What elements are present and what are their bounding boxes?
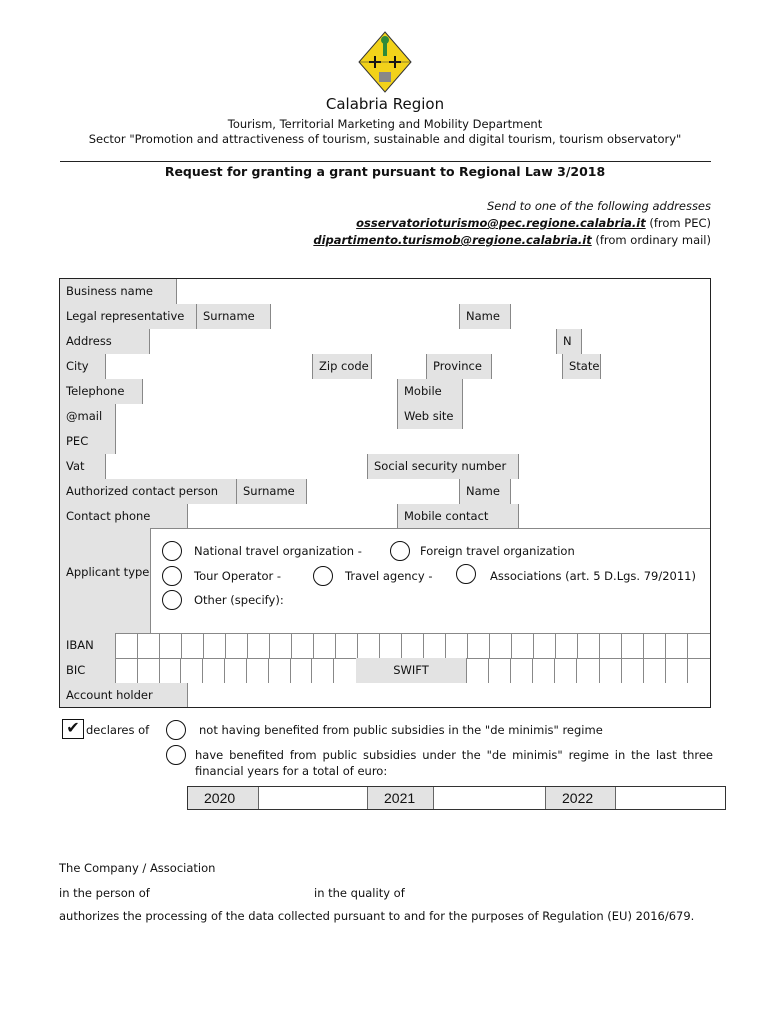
- telephone-label: Telephone: [60, 379, 143, 404]
- swift-char-box[interactable]: [577, 658, 599, 683]
- iban-char-box[interactable]: [424, 633, 446, 658]
- ssn-label: Social security number: [368, 454, 519, 479]
- iban-char-box[interactable]: [270, 633, 292, 658]
- website-input[interactable]: [463, 404, 710, 429]
- authorizes-text: authorizes the processing of the data collected pursuant to and for the purposes of Regulation (EU) 2016/679.: [59, 909, 695, 923]
- iban-char-box[interactable]: [556, 633, 578, 658]
- mobile-contact-label: Mobile contact: [398, 504, 519, 528]
- legal-rep-name-input[interactable]: [511, 304, 710, 329]
- iban-char-box[interactable]: [446, 633, 468, 658]
- row-mail: [60, 404, 710, 430]
- iban-input-grid[interactable]: [116, 633, 710, 658]
- vat-label: Vat: [60, 454, 106, 479]
- iban-char-box[interactable]: [512, 633, 534, 658]
- applicant-type-label: Applicant type: [60, 528, 151, 633]
- associations-option: Associations (art. 5 D.Lgs. 79/2011): [490, 569, 696, 583]
- swift-char-box[interactable]: [511, 658, 533, 683]
- website-label: Web site: [398, 404, 463, 429]
- iban-char-box[interactable]: [336, 633, 358, 658]
- iban-char-box[interactable]: [358, 633, 380, 658]
- bic-char-box[interactable]: [334, 658, 356, 683]
- pec-address-line: [356, 216, 711, 230]
- calabria-logo: [355, 30, 415, 94]
- iban-char-box[interactable]: [688, 633, 710, 658]
- business-name-label: Business name: [60, 279, 177, 304]
- have-benefited-radio[interactable]: [166, 745, 186, 765]
- iban-char-box[interactable]: [622, 633, 644, 658]
- not-benefited-radio[interactable]: [166, 720, 186, 740]
- year-2022-amount-input[interactable]: [616, 787, 725, 809]
- state-input[interactable]: [601, 354, 710, 379]
- swift-char-box[interactable]: [489, 658, 511, 683]
- request-title: Request for granting a grant pursuant to Regional Law 3/2018: [164, 164, 606, 179]
- vat-input[interactable]: [106, 454, 368, 479]
- bic-char-box[interactable]: [203, 658, 225, 683]
- row-vat: [60, 454, 710, 480]
- travel-agency-option: Travel agency -: [345, 569, 433, 583]
- zip-input[interactable]: [372, 354, 427, 379]
- account-holder-label: Account holder: [60, 683, 188, 707]
- ordinary-email-link[interactable]: dipartimento.turismob@regione.calabria.it: [313, 233, 592, 247]
- national-travel-radio[interactable]: [162, 541, 182, 561]
- iban-char-box[interactable]: [468, 633, 490, 658]
- tour-operator-radio[interactable]: [162, 566, 182, 586]
- iban-char-box[interactable]: [116, 633, 138, 658]
- iban-char-box[interactable]: [534, 633, 556, 658]
- bic-char-box[interactable]: [225, 658, 247, 683]
- swift-input-grid[interactable]: [467, 658, 710, 683]
- province-input[interactable]: [492, 354, 563, 379]
- mail-input[interactable]: [116, 404, 398, 429]
- row-pec: [60, 429, 710, 455]
- year-2020-label: 2020: [188, 787, 259, 809]
- swift-char-box[interactable]: [533, 658, 555, 683]
- province-label: Province: [427, 354, 492, 379]
- state-label: State: [563, 354, 601, 379]
- region-title: Calabria Region: [325, 95, 445, 113]
- travel-agency-radio[interactable]: [313, 566, 333, 586]
- bic-char-box[interactable]: [312, 658, 334, 683]
- number-label: N: [557, 329, 582, 354]
- bic-char-box[interactable]: [269, 658, 291, 683]
- send-to-text: Send to one of the following addresses: [487, 199, 711, 213]
- number-input[interactable]: [582, 329, 710, 354]
- swift-label: SWIFT: [356, 658, 467, 683]
- foreign-travel-option: Foreign travel organization: [420, 544, 575, 558]
- auth-surname-label: Surname: [237, 479, 307, 504]
- declares-checkbox[interactable]: ✔: [62, 719, 84, 739]
- iban-char-box[interactable]: [314, 633, 336, 658]
- foreign-travel-radio[interactable]: [390, 541, 410, 561]
- address-input[interactable]: [150, 329, 557, 354]
- zip-label: Zip code: [313, 354, 372, 379]
- iban-char-box[interactable]: [138, 633, 160, 658]
- mobile-input[interactable]: [463, 379, 710, 404]
- auth-contact-label: Authorized contact person: [60, 479, 237, 504]
- year-2021-label: 2021: [368, 787, 434, 809]
- row-account-holder: [60, 683, 710, 707]
- swift-char-box[interactable]: [622, 658, 644, 683]
- applicant-form: [59, 278, 711, 708]
- tour-operator-option: Tour Operator -: [194, 569, 282, 583]
- swift-char-box[interactable]: [555, 658, 577, 683]
- de-minimis-years-table: [187, 786, 726, 810]
- mobile-label: Mobile: [398, 379, 463, 404]
- pec-label: PEC: [60, 429, 116, 454]
- header-divider: [60, 161, 711, 162]
- city-input[interactable]: [106, 354, 313, 379]
- bic-char-box[interactable]: [247, 658, 269, 683]
- pec-email-link[interactable]: osservatorioturismo@pec.regione.calabria.it: [356, 216, 646, 230]
- row-telephone: [60, 379, 710, 405]
- bic-label: BIC: [60, 658, 116, 683]
- pec-input[interactable]: [116, 429, 710, 454]
- iban-char-box[interactable]: [380, 633, 402, 658]
- account-holder-input[interactable]: [188, 683, 710, 707]
- iban-char-box[interactable]: [578, 633, 600, 658]
- swift-char-box[interactable]: [688, 658, 710, 683]
- year-2022-label: 2022: [546, 787, 616, 809]
- iban-char-box[interactable]: [644, 633, 666, 658]
- row-legal-rep: [60, 304, 710, 330]
- iban-label: IBAN: [60, 633, 116, 658]
- legal-rep-label: Legal representative: [60, 304, 197, 329]
- bic-char-box[interactable]: [291, 658, 313, 683]
- city-label: City: [60, 354, 106, 379]
- legal-rep-name-label: Name: [460, 304, 511, 329]
- bic-char-box[interactable]: [160, 658, 182, 683]
- row-iban: [60, 633, 710, 659]
- mail-label: @mail: [60, 404, 116, 429]
- year-2021-amount-input[interactable]: [434, 787, 546, 809]
- bic-char-box[interactable]: [181, 658, 203, 683]
- mobile-contact-input[interactable]: [519, 504, 710, 528]
- iban-char-box[interactable]: [160, 633, 182, 658]
- contact-phone-input[interactable]: [188, 504, 398, 528]
- auth-name-label: Name: [460, 479, 511, 504]
- ordinary-address-line: [313, 233, 711, 247]
- iban-char-box[interactable]: [402, 633, 424, 658]
- sector-title: Sector "Promotion and attractiveness of tourism, sustainable and digital tourism, tourism observatory": [88, 132, 682, 146]
- swift-char-box[interactable]: [644, 658, 666, 683]
- ssn-input[interactable]: [519, 454, 710, 479]
- row-applicant-type: [60, 528, 710, 634]
- iban-char-box[interactable]: [292, 633, 314, 658]
- associations-radio[interactable]: [456, 564, 476, 584]
- business-name-input[interactable]: [177, 279, 710, 304]
- iban-char-box[interactable]: [204, 633, 226, 658]
- company-text: The Company / Association: [59, 861, 216, 875]
- ordinary-note: (from ordinary mail): [595, 233, 711, 247]
- year-2020-amount-input[interactable]: [259, 787, 368, 809]
- telephone-input[interactable]: [143, 379, 398, 404]
- row-contact-phone: [60, 504, 710, 529]
- pec-note: (from PEC): [649, 216, 711, 230]
- department-title: Tourism, Territorial Marketing and Mobility Department: [227, 117, 543, 131]
- bic-char-box[interactable]: [116, 658, 138, 683]
- not-benefited-text: not having benefited from public subsidies in the "de minimis" regime: [199, 723, 603, 737]
- row-city: [60, 354, 710, 380]
- iban-char-box[interactable]: [490, 633, 512, 658]
- iban-char-box[interactable]: [600, 633, 622, 658]
- auth-name-input[interactable]: [511, 479, 710, 504]
- address-label: Address: [60, 329, 150, 354]
- other-option: Other (specify):: [194, 593, 284, 607]
- contact-phone-label: Contact phone: [60, 504, 188, 528]
- row-auth-contact: [60, 479, 710, 505]
- legal-rep-surname-input[interactable]: [271, 304, 460, 329]
- iban-char-box[interactable]: [666, 633, 688, 658]
- declares-of-label: declares of: [86, 723, 150, 737]
- bic-char-box[interactable]: [138, 658, 160, 683]
- other-radio[interactable]: [162, 590, 182, 610]
- quality-of-text: in the quality of: [314, 886, 405, 900]
- national-travel-option: National travel organization -: [194, 544, 362, 558]
- auth-surname-input[interactable]: [307, 479, 460, 504]
- row-business-name: [60, 279, 710, 305]
- iban-char-box[interactable]: [248, 633, 270, 658]
- row-address: [60, 329, 710, 355]
- person-of-text: in the person of: [59, 886, 150, 900]
- legal-rep-surname-label: Surname: [197, 304, 271, 329]
- swift-char-box[interactable]: [600, 658, 622, 683]
- swift-char-box[interactable]: [467, 658, 489, 683]
- iban-char-box[interactable]: [182, 633, 204, 658]
- bic-input-grid[interactable]: [116, 658, 356, 683]
- iban-char-box[interactable]: [226, 633, 248, 658]
- row-bic: [60, 658, 710, 684]
- swift-char-box[interactable]: [666, 658, 688, 683]
- have-benefited-text: have benefited from public subsidies under the "de minimis" regime in the last three financial years for a total of euro:: [195, 748, 713, 778]
